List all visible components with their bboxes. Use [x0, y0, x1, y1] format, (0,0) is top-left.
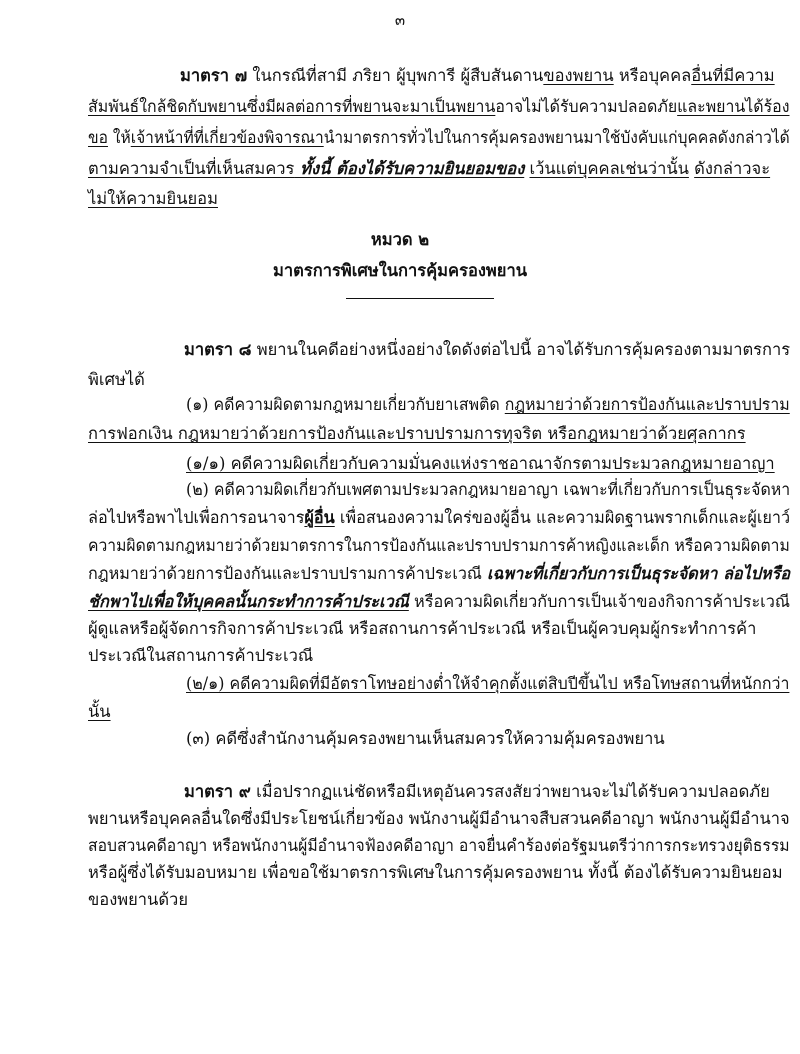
section-8-heading: มาตรา ๘	[184, 340, 252, 359]
item-1-1: (๑/๑) คดีความผิดเกี่ยวกับความมั่นคงแห่งราชอาณาจักรตามประมวลกฎหมายอาญา	[186, 454, 775, 473]
section-9-line-5: ของพยานด้วย	[88, 890, 188, 909]
item-2-line-5: ชักพาไปเพื่อให้บุคคลนั้นกระทำการค้าประเวณี หรือความผิดเกี่ยวกับการเป็นเจ้าของกิจการค้าประเวณี	[88, 592, 790, 611]
item-2-line-6: ผู้ดูแลหรือผู้จัดการกิจการค้าประเวณี หรือสถานการค้าประเวณี หรือเป็นผู้ควบคุมผู้กระทำการค้า	[88, 619, 757, 638]
chapter-title: มาตรการพิเศษในการคุ้มครองพยาน	[272, 261, 528, 280]
section-7-line-3: ขอ ให้เจ้าหน้าที่ที่เกี่ยวข้องพิจารณานำมาตรการทั่วไปในการคุ้มครองพยานมาใช้บังคับแก่บุคคลดังกล่าวได้	[88, 128, 790, 147]
item-3: (๓) คดีซึ่งสำนักงานคุ้มครองพยานเห็นสมควรให้ความคุ้มครองพยาน	[186, 729, 665, 748]
section-9-line-4: หรือผู้ซึ่งได้รับมอบหมาย เพื่อขอใช้มาตรการพิเศษในการคุ้มครองพยาน ทั้งนี้ ต้องได้รับความยินยอม	[88, 863, 783, 882]
section-9-line-1: มาตรา ๙ เมื่อปรากฏแน่ชัดหรือมีเหตุอันควรสงสัยว่าพยานจะไม่ได้รับความปลอดภัย	[184, 782, 770, 801]
section-8-line-1: มาตรา ๘ พยานในคดีอย่างหนึ่งอย่างใดดังต่อไปนี้ อาจได้รับการคุ้มครองตามมาตรการ	[184, 340, 791, 359]
section-9-heading: มาตรา ๙	[184, 782, 251, 801]
item-2-line-7: ประเวณีในสถานการค้าประเวณี	[88, 646, 314, 665]
section-7-line-1: มาตรา ๗ ในกรณีที่สามี ภริยา ผู้บุพการี ผู้สืบสันดานของพยาน หรือบุคคลอื่นที่มีความ	[180, 66, 775, 85]
chapter-divider	[346, 298, 494, 299]
item-2-line-3: ความผิดตามกฎหมายว่าด้วยมาตรการในการป้องกันและปราบปรามการค้าหญิงและเด็ก หรือความผิดตาม	[88, 536, 790, 555]
section-7-heading: มาตรา ๗	[180, 66, 248, 85]
section-9-line-3: สอบสวนคดีอาญา หรือพนักงานผู้มีอำนาจฟ้องคดีอาญา อาจยื่นคำร้องต่อรัฐมนตรีว่าการกระทรวงยุติธรรม	[88, 836, 790, 855]
page-number: ๓	[394, 11, 406, 29]
item-2-line-4: กฎหมายว่าด้วยการป้องกันและปราบปรามการค้าประเวณี เฉพาะที่เกี่ยวกับการเป็นธุระจัดหา ล่อไปหรือ	[88, 564, 791, 583]
item-2-1-line-1: (๒/๑) คดีความผิดที่มีอัตราโทษอย่างต่ำให้จำคุกตั้งแต่สิบปีขึ้นไป หรือโทษสถานที่หนักกว่า	[186, 674, 790, 693]
item-2-line-2: ล่อไปหรือพาไปเพื่อการอนาจารผู้อื่น เพื่อสนองความใคร่ของผู้อื่น และความผิดฐานพรากเด็กและผู้เยาว์	[88, 508, 791, 527]
section-9-line-2: พยานหรือบุคคลอื่นใดซึ่งมีประโยชน์เกี่ยวข้อง พนักงานผู้มีอำนาจสืบสวนคดีอาญา พนักงานผู้มีอำนาจ	[88, 809, 790, 828]
section-7-line-2: สัมพันธ์ใกล้ชิดกับพยานซึ่งมีผลต่อการที่พยานจะมาเป็นพยานอาจไม่ได้รับความปลอดภัยและพยานได้ร้อง	[88, 97, 790, 116]
section-8-line-2: พิเศษได้	[88, 370, 145, 389]
item-1-line-2: การฟอกเงิน กฎหมายว่าด้วยการป้องกันและปราบปรามการทุจริต หรือกฎหมายว่าด้วยศุลกากร	[88, 424, 746, 443]
chapter-number: หมวด ๒	[370, 230, 430, 249]
item-1-line-1: (๑) คดีความผิดตามกฎหมายเกี่ยวกับยาเสพติด กฎหมายว่าด้วยการป้องกันและปราบปราม	[186, 395, 790, 414]
section-7-line-5: ไม่ให้ความยินยอม	[88, 189, 218, 208]
item-2-line-1: (๒) คดีความผิดเกี่ยวกับเพศตามประมวลกฎหมายอาญา เฉพาะที่เกี่ยวกับการเป็นธุระจัดหา	[186, 480, 791, 499]
section-7-line-4: ตามความจำเป็นที่เห็นสมควร ทั้งนี้ ต้องได้รับความยินยอมของ เว้นแต่บุคคลเช่นว่านั้น ดังกล่าวจะ	[88, 159, 771, 178]
item-2-1-line-2: นั้น	[88, 702, 111, 721]
